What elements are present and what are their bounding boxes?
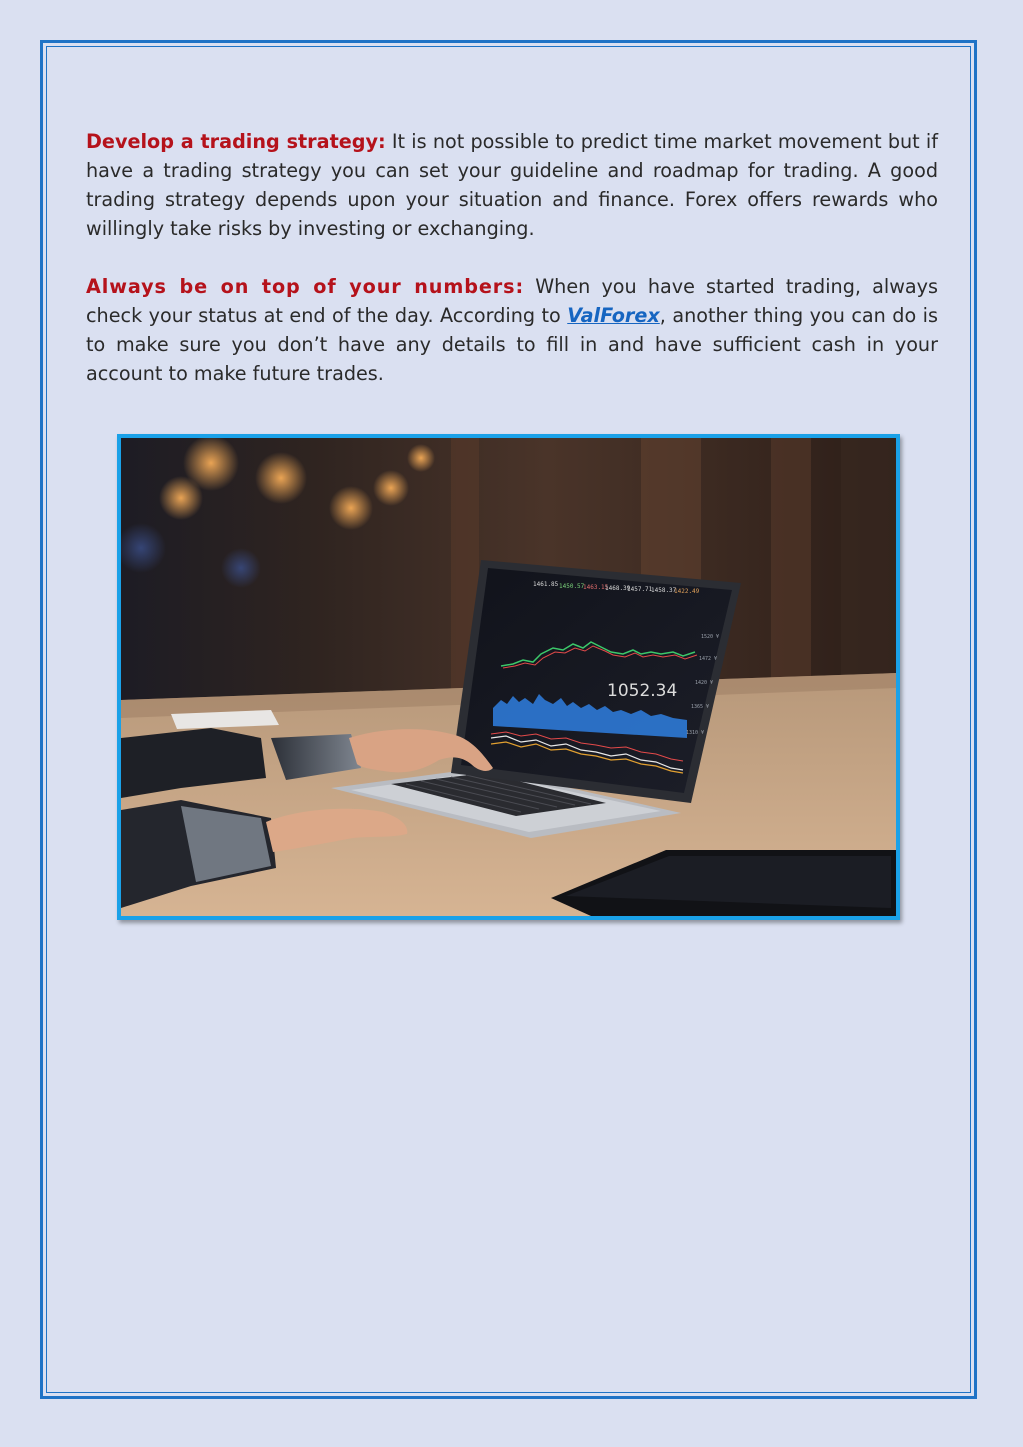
svg-text:1422.49: 1422.49 (674, 588, 700, 595)
paragraph-trading-strategy (86, 127, 938, 243)
heading-trading-strategy: Develop a trading strategy: (86, 130, 386, 153)
text-numbers-before-link: When you have started trading, always check your status at end of the day. According to (86, 275, 939, 327)
svg-text:1420 ¥: 1420 ¥ (695, 680, 714, 686)
svg-text:1365 ¥: 1365 ¥ (691, 704, 710, 710)
article-body (86, 127, 938, 417)
svg-text:1468.39: 1468.39 (605, 585, 631, 592)
screen-price-text: 1052.34 (607, 681, 678, 701)
svg-text:1463.15: 1463.15 (583, 584, 609, 591)
svg-text:1472 ¥: 1472 ¥ (699, 656, 718, 662)
heading-numbers: Always be on top of your numbers: (86, 275, 525, 298)
trading-laptop-photo (117, 434, 900, 920)
valforex-link[interactable]: ValForex (567, 304, 660, 327)
svg-text:1310 ¥: 1310 ¥ (686, 730, 705, 736)
photo-illustration (121, 438, 896, 916)
text-trading-strategy: It is not possible to predict time market movement but if have a trading strategy you can set your guideline and roadmap for trading. A good trading strategy depends upon your situation and finance. Forex offers rewards who willingly take risks by investing or exchanging. (86, 130, 938, 240)
svg-text:1457.71: 1457.71 (627, 586, 653, 593)
text-numbers-after-link: , another thing you can do is to make sure you don’t have any details to fill in and have sufficient cash in your account to make future trades. (86, 304, 938, 385)
svg-text:1450.57: 1450.57 (559, 583, 585, 590)
svg-text:1458.37: 1458.37 (651, 587, 677, 594)
svg-text:1461.85: 1461.85 (533, 581, 559, 588)
svg-text:1520 ¥: 1520 ¥ (701, 634, 720, 640)
paragraph-numbers (86, 272, 938, 388)
